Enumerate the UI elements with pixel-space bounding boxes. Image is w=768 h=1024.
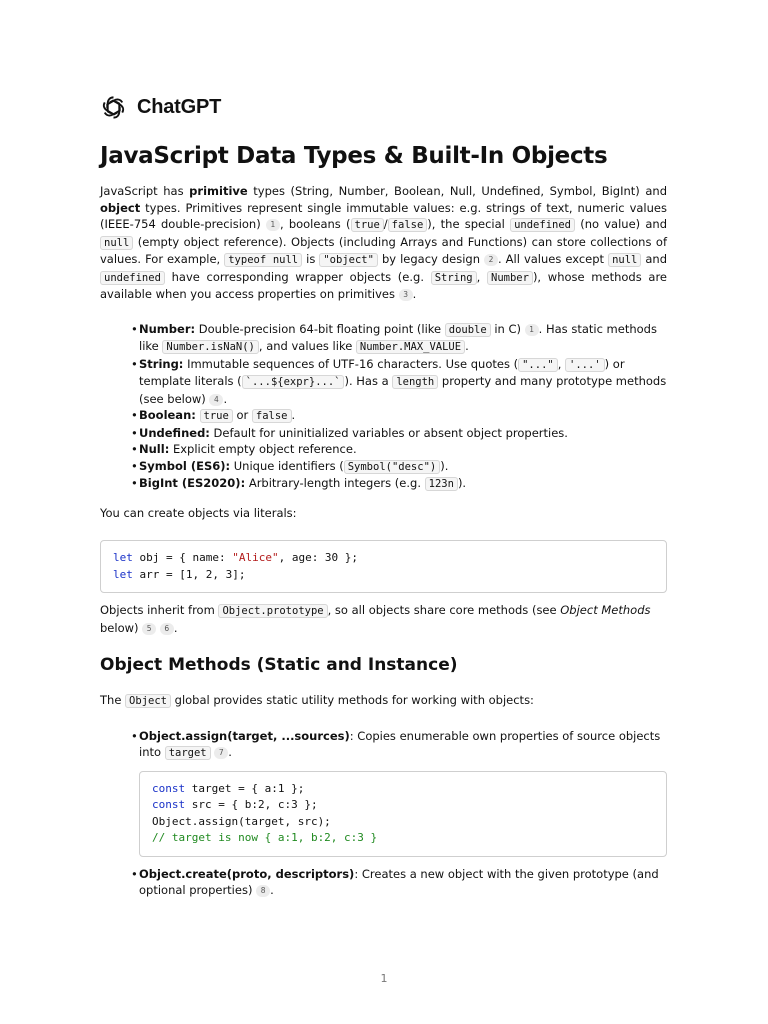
bullet: • (131, 425, 138, 440)
citation-badge[interactable]: 6 (160, 623, 174, 635)
inline-code: 123n (425, 477, 458, 491)
inline-code: Object.prototype (218, 604, 327, 618)
types-list (100, 321, 667, 493)
brand-name: ChatGPT (137, 95, 222, 118)
inline-code: '...' (565, 358, 605, 372)
inline-code: Number (487, 271, 533, 285)
list-item: • Boolean: true or false . (131, 408, 296, 422)
bullet: • (131, 321, 138, 336)
list-item: • BigInt (ES2020): Arbitrary-length integers (e.g. 123n ). (131, 476, 467, 490)
bullet: • (131, 866, 138, 881)
inline-code: double (445, 323, 491, 337)
inline-code: true (200, 409, 233, 423)
bullet: • (131, 458, 138, 473)
citation-badge[interactable]: 2 (484, 254, 498, 266)
literals-intro: You can create objects via literals: (100, 505, 297, 520)
list-item: • Object.create(proto, descriptors): Creates a new object with the given prototype (and optional properties) 8 . (131, 866, 659, 897)
inline-code: "..." (518, 358, 558, 372)
citation-badge[interactable]: 1 (525, 324, 539, 336)
inline-code: target (165, 746, 211, 760)
bullet: • (131, 408, 138, 422)
object-intro: The Object global provides static utility methods for working with objects: (100, 693, 534, 707)
citation-badge[interactable]: 7 (214, 747, 228, 759)
citation-badge[interactable]: 8 (256, 885, 270, 897)
bullet: • (131, 356, 138, 371)
inline-code: `...${expr}...` (242, 375, 345, 389)
inline-code: null (608, 253, 641, 267)
inline-code: true (351, 218, 384, 232)
list-item: • Undefined: Default for uninitialized variables or absent object properties. (131, 425, 568, 440)
inline-code: undefined (100, 271, 165, 285)
inline-code: null (100, 236, 133, 250)
bullet: • (131, 728, 138, 743)
inline-code: undefined (510, 218, 575, 232)
inline-code: String (431, 271, 477, 285)
bullet: • (131, 442, 138, 456)
citation-badge[interactable]: 4 (209, 394, 223, 406)
bullet: • (131, 476, 138, 490)
inline-code: Number.isNaN() (162, 340, 259, 354)
code-block: let obj = { name: "Alice", age: 30 }; let arr = [1, 2, 3]; (100, 540, 667, 593)
openai-logo-icon (100, 94, 127, 121)
methods-list (100, 728, 667, 899)
inline-code: Object (125, 694, 171, 708)
list-item: • String: Immutable sequences of UTF-16 characters. Use quotes ( "..." , '...' ) or template literals ( `...${expr}...` ). Has a length property and many prototype methods (see below) 4 . (131, 356, 667, 406)
inherit-paragraph: Objects inherit from Object.prototype , so all objects share core methods (see Object Methods below) 5 6 . (100, 603, 651, 635)
inline-code: length (392, 375, 438, 389)
page-number: 1 (380, 972, 388, 985)
page-title: JavaScript Data Types & Built-In Objects (100, 143, 608, 169)
list-item: • Number: Double-precision 64-bit floating point (like double in C) 1 . Has static methods like Number.isNaN() , and values like Number.MAX_VALUE . (131, 321, 657, 353)
list-item: • Null: Explicit empty object reference. (131, 442, 357, 456)
citation-badge[interactable]: 3 (399, 289, 413, 301)
document-page (100, 92, 667, 899)
inline-code: false (388, 218, 428, 232)
brand-header (100, 92, 667, 122)
inline-code: Symbol("desc") (344, 460, 441, 474)
citation-badge[interactable]: 5 (142, 623, 156, 635)
citation-badge[interactable]: 1 (266, 219, 280, 231)
inline-code: "object" (319, 253, 378, 267)
inline-code: Number.MAX_VALUE (356, 340, 465, 354)
intro-paragraph: JavaScript has primitive types (String, Number, Boolean, Null, Undefined, Symbol, BigInt) and object types. Primitives represent single immutable values: e.g. strings of text, numeric values (IEEE-754 double-precision) 1 , booleans ( true / false ), the special undefined (no value) and null (empty object reference). Objects (including Arrays and Functions) can store collections of values. For example, typeof null is "object" by legacy design 2 . All values except null and undefined have corresponding wrapper objects (e.g. String , Number ), whose methods are available when you access properties on primitives 3 . (100, 184, 668, 301)
code-block: const target = { a:1 }; const src = { b:2, c:3 }; Object.assign(target, src); // target is now { a:1, b:2, c:3 } (139, 771, 667, 857)
list-item: • Object.assign(target, ...sources): Copies enumerable own properties of source objects into target 7 . const target = { a:1 }; const src = { b:2, c:3 }; Object.assign(target, src); // target is now { a:1, b:2, c:3 } (139, 728, 667, 857)
inline-code: typeof null (224, 253, 302, 267)
section-heading: Object Methods (Static and Instance) (100, 655, 458, 675)
list-item: • Symbol (ES6): Unique identifiers ( Symbol("desc") ). (131, 458, 449, 473)
inline-code: false (252, 409, 292, 423)
